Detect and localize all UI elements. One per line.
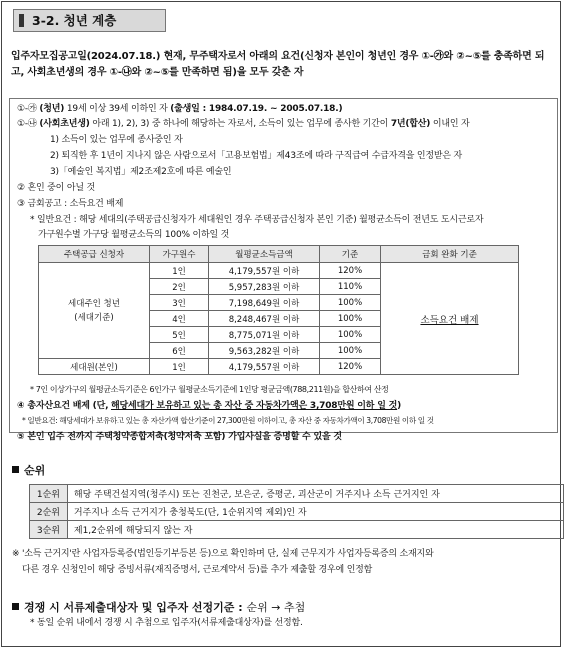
- rank-table: [29, 484, 564, 539]
- req-savings: ⑤ 본인 입주 전까지 주택청약종합저축(청약저축 포함) 가입사실을 증명할 수 있을 것: [17, 432, 342, 442]
- section-title-text: 3-2. 청년 계층: [32, 13, 117, 28]
- req-newworker-head: (사회초년생): [39, 119, 90, 129]
- cell-members: 3인: [150, 295, 209, 311]
- title-bar-marker: [19, 14, 24, 27]
- cell-standard: 110%: [320, 279, 381, 295]
- col-header-members: 가구원수: [150, 246, 209, 263]
- income-base-note: ※ '소득 근거지'란 사업자등록증(법인등기부등본 등)으로 확인하며 단, 실제 근무지가 사업자등록증의 소재지와: [12, 549, 434, 559]
- req-assets: [17, 400, 401, 412]
- req-newworker: [17, 118, 470, 130]
- req-youth: [17, 103, 342, 115]
- req-income-note: * 일반요건 : 해당 세대의(주택공급신청자가 세대원인 경우 주택공급신청자 본인 기준) 월평균소득이 전년도 도시근로자: [30, 215, 484, 225]
- cell-members: 1인: [150, 263, 209, 279]
- selection-note: * 동일 순위 내에서 경쟁 시 추첨으로 입주자(서류제출대상자)를 선정함.: [30, 618, 303, 628]
- table-row: [30, 503, 564, 521]
- income-base-note-cont: 다른 경우 신청인이 해당 증빙서류(재직증명서, 근로계약서 등)를 추가 제출할 경우에 인정함: [22, 565, 373, 575]
- col-header-relief: 금회 완화 기준: [381, 246, 519, 263]
- selection-value: 순위 → 추첨: [246, 601, 306, 614]
- req-assets-close: ): [397, 401, 402, 411]
- req-newworker-tail: 이내인 자: [432, 119, 470, 129]
- cell-amount: 4,179,557원 이하: [209, 359, 320, 375]
- req-youth-marker: ①-㉮: [17, 104, 37, 114]
- square-bullet-icon: [12, 603, 19, 610]
- cell-standard: 100%: [320, 327, 381, 343]
- selection-heading-text: 경쟁 시 서류제출대상자 및 입주자 선정기준 :: [24, 601, 243, 614]
- cell-members: 1인: [150, 359, 209, 375]
- req-youth-birth: (출생일 : 1984.07.19. ~ 2005.07.18.): [170, 104, 343, 114]
- table-row: [30, 485, 564, 503]
- req-youth-text: 19세 이상 39세 이하인 자: [66, 104, 168, 114]
- req-newworker-years: 7년(합산): [390, 119, 431, 129]
- cell-standard: 120%: [320, 263, 381, 279]
- req-newworker-text: 아래 1), 2), 3) 중 하나에 해당하는 자로서, 소득이 있는 업무에 종사한 기간이: [92, 119, 389, 129]
- group-head-of-household: 세대주인 청년 (세대기준): [39, 263, 150, 359]
- cell-amount: 8,248,467원 이하: [209, 311, 320, 327]
- rank-description: 제1,2순위에 해당되지 않는 자: [67, 521, 563, 539]
- req-assets-head: ④ 총자산요건 배제 (단,: [17, 401, 109, 411]
- intro-paragraph: 입주자모집공고일(2024.07.18.) 현재, 무주택자로서 아래의 요건(신청자 본인이 청년인 경우 ①-㉮와 ②~⑤를 충족하면 되고, 사회초년생의 경우 ①-㉯와 ②~⑤를 만족하면 됨)을 모두 갖춘 자: [11, 51, 545, 78]
- req-youth-head: (청년): [39, 104, 65, 114]
- cell-standard: 100%: [320, 311, 381, 327]
- cell-members: 5인: [150, 327, 209, 343]
- square-bullet-icon: [12, 466, 19, 473]
- cell-amount: 8,775,071원 이하: [209, 327, 320, 343]
- section-title: [13, 9, 166, 32]
- req-newworker-marker: ①-㉯: [17, 119, 37, 129]
- income-table: [38, 245, 519, 375]
- cell-members: 6인: [150, 343, 209, 359]
- cell-members: 2인: [150, 279, 209, 295]
- cell-relief: 소득요건 배제: [381, 263, 519, 375]
- selection-heading: [12, 599, 305, 615]
- table-row: [39, 263, 519, 279]
- req-newworker-item: 3)「예술인 복지법」제2조제2호에 따른 예술인: [50, 167, 232, 177]
- cell-amount: 9,563,282원 이하: [209, 343, 320, 359]
- cell-amount: 5,957,283원 이하: [209, 279, 320, 295]
- rank-heading: [12, 462, 45, 478]
- rank-description: 해당 주택건설지역(청주시) 또는 진천군, 보은군, 증평군, 괴산군이 거주지나 소득 근거지인 자: [67, 485, 563, 503]
- req-newworker-item: 2) 퇴직한 후 1년이 지나지 않은 사람으로서「고용보험법」제43조에 따라 구직급여 수급자격을 인정받은 자: [50, 151, 463, 161]
- col-header-standard: 기준: [320, 246, 381, 263]
- rank-heading-text: 순위: [24, 464, 46, 477]
- cell-standard: 100%: [320, 343, 381, 359]
- rank-label: 1순위: [30, 485, 68, 503]
- rank-label: 2순위: [30, 503, 68, 521]
- table-row: [30, 521, 564, 539]
- req-income-note-cont: 가구원수별 가구당 월평균소득의 100% 이하일 것: [38, 230, 230, 240]
- req-assets-car-limit: 해당세대가 보유하고 있는 총 자산 중 자동차가액은 3,708만원 이하 일 것: [110, 401, 398, 411]
- group-household-member: 세대원(본인): [39, 359, 150, 375]
- rank-description: 거주지나 소득 근거지가 충청북도(단, 1순위지역 제외)인 자: [67, 503, 563, 521]
- income-table-header-row: [39, 246, 519, 263]
- cell-standard: 100%: [320, 295, 381, 311]
- cell-members: 4인: [150, 311, 209, 327]
- req-income: ③ 금회공고 : 소득요건 배제: [17, 199, 124, 209]
- col-header-amount: 월평균소득금액: [209, 246, 320, 263]
- cell-standard: 120%: [320, 359, 381, 375]
- cell-amount: 7,198,649원 이하: [209, 295, 320, 311]
- table-footnote: * 7인 이상가구의 월평균소득기준은 6인가구 월평균소득기준에 1인당 평균금액(788,211원)을 합산하여 산정: [30, 385, 389, 394]
- cell-amount: 4,179,557원 이하: [209, 263, 320, 279]
- req-newworker-item: 1) 소득이 있는 업무에 종사중인 자: [50, 135, 183, 145]
- col-header-applicant: 주택공급 신청자: [39, 246, 150, 263]
- req-assets-note: * 일반요건: 해당세대가 보유하고 있는 총 자산가액 합산기준이 27,300만원 이하이고, 총 자산 중 자동차가액이 3,708만원 이하 일 것: [22, 416, 434, 425]
- req-unmarried: ② 혼인 중이 아닐 것: [17, 183, 95, 193]
- rank-label: 3순위: [30, 521, 68, 539]
